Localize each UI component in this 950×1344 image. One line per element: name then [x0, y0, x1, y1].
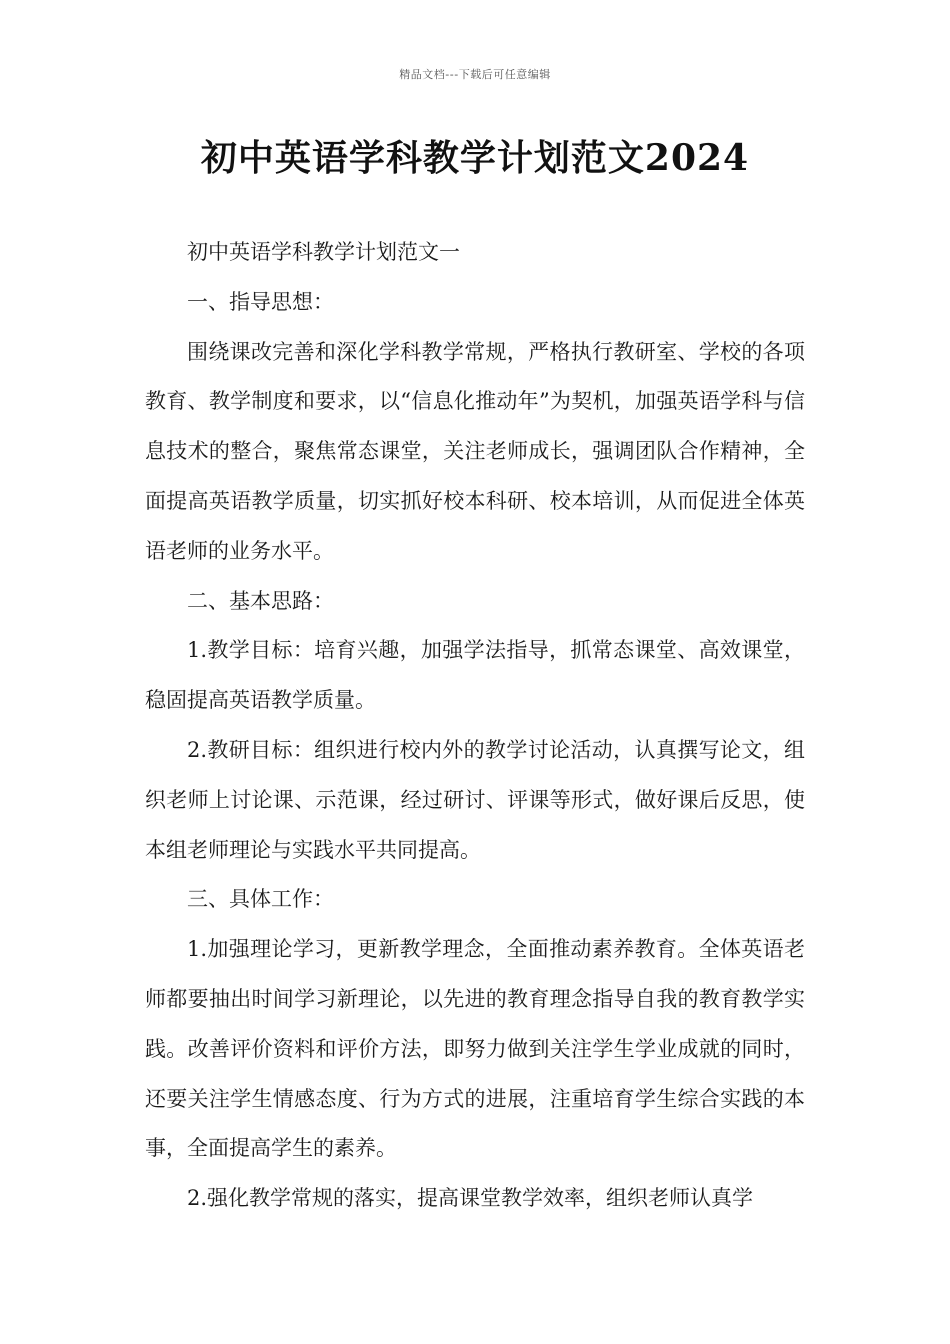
paragraph-teaching-goal: 1.教学目标：培育兴趣，加强学法指导，抓常态课堂、高效课堂，稳固提高英语教学质量。 [145, 638, 805, 713]
section-heading-specific-work: 三、具体工作： [187, 887, 334, 912]
header-note: 精品文档---下载后可任意编辑 [399, 68, 551, 81]
document-body [145, 228, 805, 1224]
section-heading-basic-approach: 二、基本思路： [187, 588, 334, 613]
paragraph-teaching-routine: 2.强化教学常规的落实，提高课堂教学效率，组织老师认真学 [187, 1186, 754, 1211]
paragraph-theory-study: 1.加强理论学习，更新教学理念，全面推动素养教育。全体英语老师都要抽出时间学习新理论，以先进的教育理念指导自我的教育教学实践。改善评价资料和评价方法，即努力做到关注学生学业成就的同时，还要关注学生情感态度、行为方式的进展，注重培育学生综合实践的本事，全面提高学生的素养。 [145, 937, 805, 1161]
paragraph-research-goal: 2.教研目标：组织进行校内外的教学讨论活动，认真撰写论文，组织老师上讨论课、示范课，经过研讨、评课等形式，做好课后反思，使本组老师理论与实践水平共同提高。 [145, 737, 805, 862]
document-title: 初中英语学科教学计划范文2024 [200, 137, 750, 179]
section-heading-guiding-thought: 一、指导思想： [187, 289, 334, 314]
paragraph-guiding-thought: 围绕课改完善和深化学科教学常规，严格执行教研室、学校的各项教育、教学制度和要求，以“信息化推动年”为契机，加强英语学科与信息技术的整合，聚焦常态课堂，关注老师成长，强调团队合作精神，全面提高英语教学质量，切实抓好校本科研、校本培训，从而促进全体英语老师的业务水平。 [145, 339, 805, 563]
paragraph-subtitle: 初中英语学科教学计划范文一 [187, 240, 460, 264]
